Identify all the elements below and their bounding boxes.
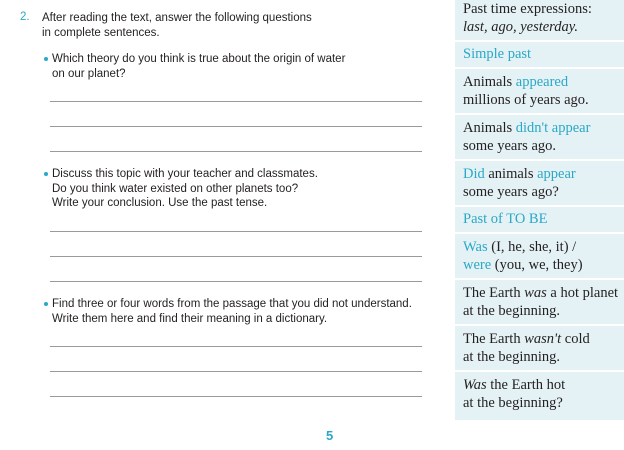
example-text: some years ago. <box>463 138 557 154</box>
bullet-line: Find three or four words from the passage that you did not understand. <box>52 298 412 310</box>
divider <box>455 205 624 207</box>
bullet-line: Write them here and find their meaning in a dictionary. <box>52 312 328 325</box>
divider <box>455 324 624 326</box>
example-text: Animals <box>463 120 516 136</box>
answer-line[interactable] <box>50 231 422 232</box>
were-form: were <box>463 257 492 273</box>
example-verb: Did <box>463 166 485 182</box>
bullet-text <box>52 297 412 326</box>
answer-line[interactable] <box>50 371 422 372</box>
was-form: Was <box>463 239 488 255</box>
example-verb: didn't appear <box>515 120 591 136</box>
bullet-line: Write your conclusion. Use the past tense. <box>52 197 268 209</box>
bullet-line: on our planet? <box>52 67 126 80</box>
answer-line[interactable] <box>50 396 422 397</box>
grammar-sidebar <box>455 0 624 420</box>
to-be-forms <box>463 238 623 274</box>
divider <box>455 370 624 372</box>
simple-past-heading: Simple past <box>463 46 532 62</box>
example-verb: wasn't <box>524 331 562 347</box>
bullet-dot-icon <box>44 57 48 61</box>
answer-line[interactable] <box>50 101 422 102</box>
example-text: cold <box>561 331 590 347</box>
example-negative <box>463 119 623 155</box>
bullet-dot-icon <box>44 172 48 176</box>
answer-line[interactable] <box>50 151 422 152</box>
question-prompt <box>42 11 372 41</box>
past-time-expressions <box>463 0 623 36</box>
page-number: 5 <box>326 428 334 443</box>
example-affirmative <box>463 73 623 109</box>
divider <box>455 159 624 161</box>
were-subjects: (you, we, they) <box>491 257 583 273</box>
example-wasnt <box>463 330 623 366</box>
bullet-line: Which theory do you think is true about the origin of water <box>52 53 346 65</box>
answer-line[interactable] <box>50 346 422 347</box>
example-text: at the beginning. <box>463 349 561 365</box>
example-text: animals <box>484 166 538 182</box>
example-text: millions of years ago. <box>463 92 589 108</box>
answer-line[interactable] <box>50 256 422 257</box>
divider <box>455 232 624 234</box>
bullet-dot-icon <box>44 302 48 306</box>
example-text: The Earth <box>463 331 525 347</box>
example-was-question <box>463 376 623 412</box>
example-text: at the beginning? <box>463 395 563 411</box>
question-prompt-line-1: After reading the text, answer the following questions <box>42 12 312 24</box>
divider <box>455 113 624 115</box>
bullet-line: Do you think water existed on other planets too? <box>52 182 299 195</box>
bullet-item-theory <box>44 52 434 82</box>
bullet-item-discuss <box>44 167 434 212</box>
example-question <box>463 165 623 201</box>
divider <box>455 278 624 280</box>
divider <box>455 40 624 42</box>
answer-line[interactable] <box>50 126 422 127</box>
bullet-text <box>52 52 345 81</box>
expressions-title: Past time expressions: <box>463 1 592 17</box>
bullet-text <box>52 167 318 211</box>
question-number: 2. <box>20 11 30 23</box>
bullet-line: Discuss this topic with your teacher and classmates. <box>52 168 318 180</box>
example-text: the Earth hot <box>486 377 566 393</box>
example-text: The Earth <box>463 285 525 301</box>
example-was <box>463 284 623 320</box>
divider <box>455 67 624 69</box>
example-text: Animals <box>463 74 516 90</box>
bullet-item-vocabulary <box>44 297 434 327</box>
example-text: some years ago? <box>463 184 559 200</box>
past-to-be-heading: Past of TO BE <box>463 211 548 227</box>
example-verb: appeared <box>515 74 569 90</box>
question-prompt-line-2: in complete sentences. <box>42 27 160 39</box>
answer-line[interactable] <box>50 281 422 282</box>
example-verb: Was <box>463 377 487 393</box>
was-subjects: (I, he, she, it) / <box>487 239 577 255</box>
expressions-list: last, ago, yesterday. <box>463 19 579 35</box>
example-text: at the beginning. <box>463 303 561 319</box>
example-verb: was <box>524 285 547 301</box>
example-text: a hot planet <box>546 285 619 301</box>
example-verb: appear <box>537 166 576 182</box>
